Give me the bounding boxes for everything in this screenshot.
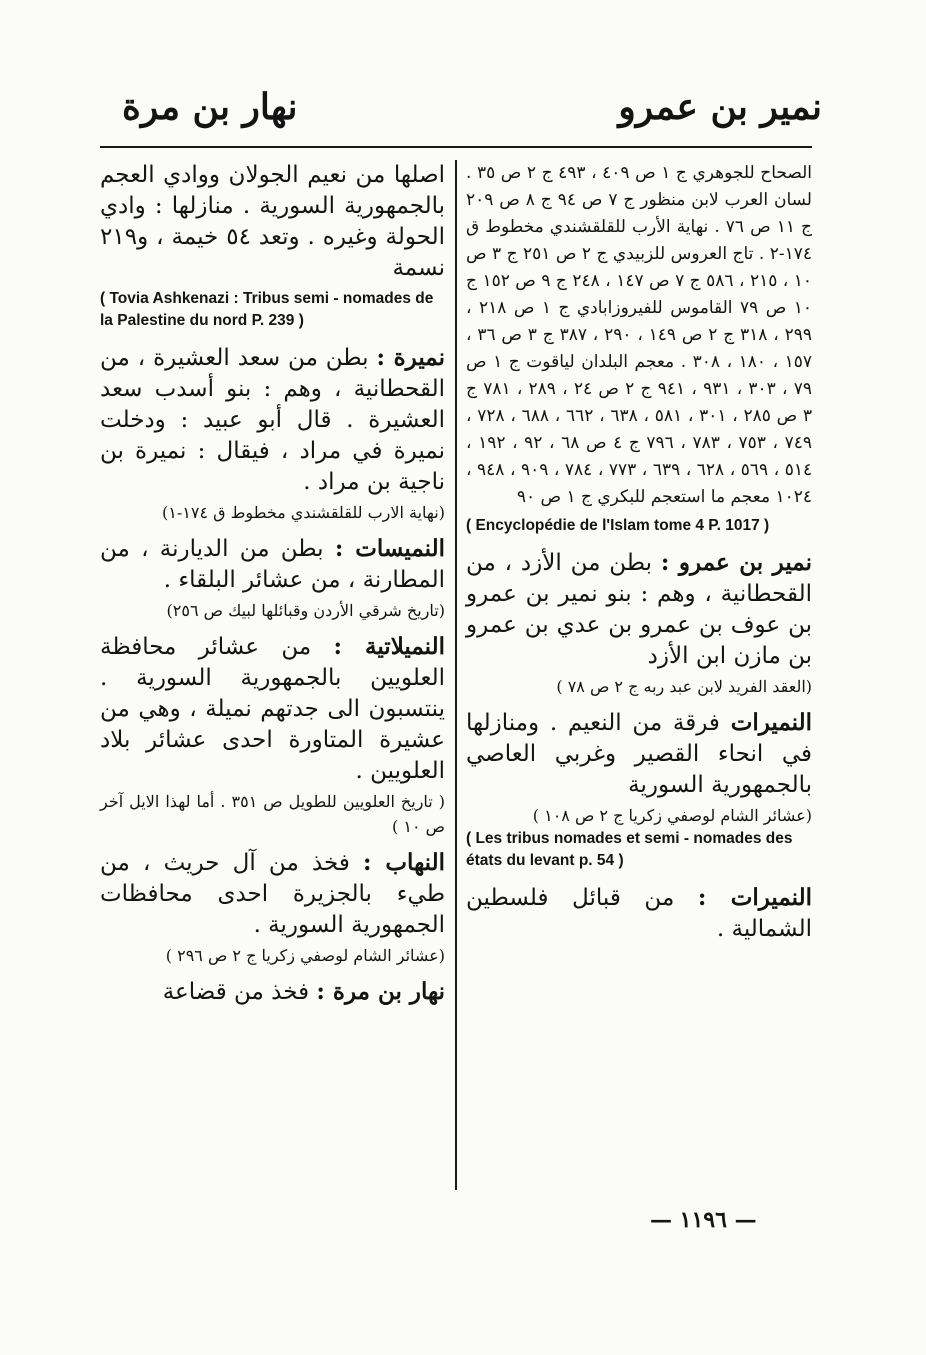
running-header-left: نهار بن مرة: [122, 86, 298, 128]
references-block: الصحاح للجوهري ج ١ ص ٤٠٩ ، ٤٩٣ ج ٢ ص ٣٥ . لسان العرب لابن منظور ج ٧ ص ٩٤ ج ٨ ص ٢٠٩ ج ١١ ص ٧٦ . نهاية الأرب للقلقشندي مخطوط ق ١٧٤-٢ . تاج العروس للزبيدي ج ٢ ص ٢٥١ ج ٣ ص ١٠ ، ٢١٥ ، ٥٨٦ ج ٧ ص ١٤٧ ، ٢٤٨ ج ٩ ص ١٥٢ ج ١٠ ص ٧٩ القاموس للفيروزابادي ج ١ ص ٢١٨ ، ٢٩٩ ، ٣١٨ ج ٢ ص ١٤٩ ، ٢٩٠ ، ٣٨٧ ج ٣ ص ٣٦ ، ١٥٧ ، ١٨٠ ، ٣٠٨ . معجم البلدان لياقوت ج ١ ص ٧٩ ، ٣٠٣ ، ٩٣١ ، ٩٤١ ج ٢ ص ٢٤ ، ٢٨٩ ، ٧٨١ ج ٣ ص ٢٨٥ ، ٣٠١ ، ٥٨١ ، ٦٣٨ ، ٦٦٢ ، ٦٨٨ ، ٧٢٨ ، ٧٤٩ ، ٧٥٣ ، ٧٨٣ ، ٧٩٦ ج ٤ ص ٦٨ ، ٩٢ ، ١٩٢ ، ٥١٤ ، ٥٦٩ ، ٦٢٨ ، ٦٣٩ ، ٧٧٣ ، ٧٨٤ ، ٩٠٩ ، ٩٤٨ ، ١٠٢٤ معجم ما استعجم للبكري ج ١ ص ٩٠: [466, 163, 813, 507]
entry-heading: النميلاتية :: [333, 633, 445, 660]
entry-body: فخذ من آل حريث ، من طيء بالجزيرة احدى محافظات الجمهورية السورية .: [100, 850, 445, 938]
right-column: [466, 160, 812, 947]
entry-heading: النميرات :: [697, 884, 813, 911]
entry-heading: النميرات: [730, 709, 812, 736]
entry-numaysat: [100, 533, 445, 596]
entry-numayrat: [466, 707, 812, 801]
entry-heading: النميسات :: [334, 535, 445, 562]
entry-nuhhab: [100, 847, 445, 941]
entry-heading: نمير بن عمرو :: [660, 549, 812, 576]
entry-heading: النهاب :: [363, 849, 446, 876]
header-rule: [100, 146, 812, 148]
entry-body: فخذ من قضاعة: [162, 979, 310, 1005]
french-reference: ( Tovia Ashkenazi : Tribus semi - nomades de la Palestine du nord P. 239 ): [100, 290, 434, 329]
entry-numayrat-2: [466, 882, 812, 945]
reference-note: (نهاية الارب للقلقشندي مخطوط ق ١٧٤-١): [162, 503, 445, 522]
reference-note: ( تاريخ العلويين للطويل ص ٣٥١ . أما لهذا الايل آخر ص ١٠ ): [100, 792, 446, 836]
entry-body: من عشائر محافظة العلويين بالجمهورية السورية . ينتسبون الى جدتهم نميلة ، وهي من عشيرة المتاورة احدى عشائر بلاد العلويين .: [100, 634, 445, 784]
entry-body: بطن من الديارنة ، من المطارنة ، من عشائر البلقاء .: [100, 536, 445, 593]
reference-note: (العقد الفريد لابن عبد ربه ج ٢ ص ٧٨ ): [556, 677, 812, 696]
entry-nahar-ibn-murra: [100, 976, 445, 1008]
reference-note: (عشائر الشام لوصفي زكريا ج ٢ ص ٢٩٦ ): [165, 946, 445, 965]
reference-note: (تاريخ شرقي الأردن وقبائلها لبيك ص ٢٥٦): [166, 601, 445, 620]
french-reference: ( Les tribus nomades et semi - nomades des états du levant p. 54 ): [466, 830, 793, 869]
entry-numayr-ibn-amr: [466, 547, 812, 672]
entry-body: بطن من سعد العشيرة ، من القحطانية ، وهم : بنو أسدب سعد العشيرة . قال أبو عبيد : ودخلت نميرة في مراد ، فيقال : نميرة بن ناجية بن مراد .: [100, 345, 445, 495]
entry-heading: نهار بن مرة :: [316, 978, 445, 1005]
reference-note: (عشائر الشام لوصفي زكريا ج ٢ ص ١٠٨ ): [532, 806, 812, 825]
entry-body: من قبائل فلسطين الشمالية .: [466, 885, 812, 942]
entry-numaylatiyya: [100, 631, 445, 787]
left-column: [100, 160, 445, 1010]
continued-entry-text: اصلها من نعيم الجولان ووادي العجم بالجمهورية السورية . منازلها : وادي الحولة وغيره . وتعد ٥٤ خيمة ، و٢١٩ نسمة: [100, 162, 446, 281]
column-divider: [455, 160, 457, 1190]
entry-body: بطن من الأزد ، من القحطانية ، وهم : بنو نمير بن عمرو بن عوف بن عمرو بن عدي بن عمرو بن مازن ابن الأزد: [466, 550, 812, 669]
entry-heading: نميرة :: [376, 344, 445, 371]
running-header-right: نمير بن عمرو: [618, 86, 822, 128]
french-reference: ( Encyclopédie de l'Islam tome 4 P. 1017 ): [466, 517, 770, 534]
entry-numayra: [100, 342, 445, 498]
entry-body: فرقة من النعيم . ومنازلها في انحاء القصير وغربي العاصي بالجمهورية السورية: [466, 710, 812, 798]
page-number: — ١١٩٦ —: [650, 1207, 757, 1233]
